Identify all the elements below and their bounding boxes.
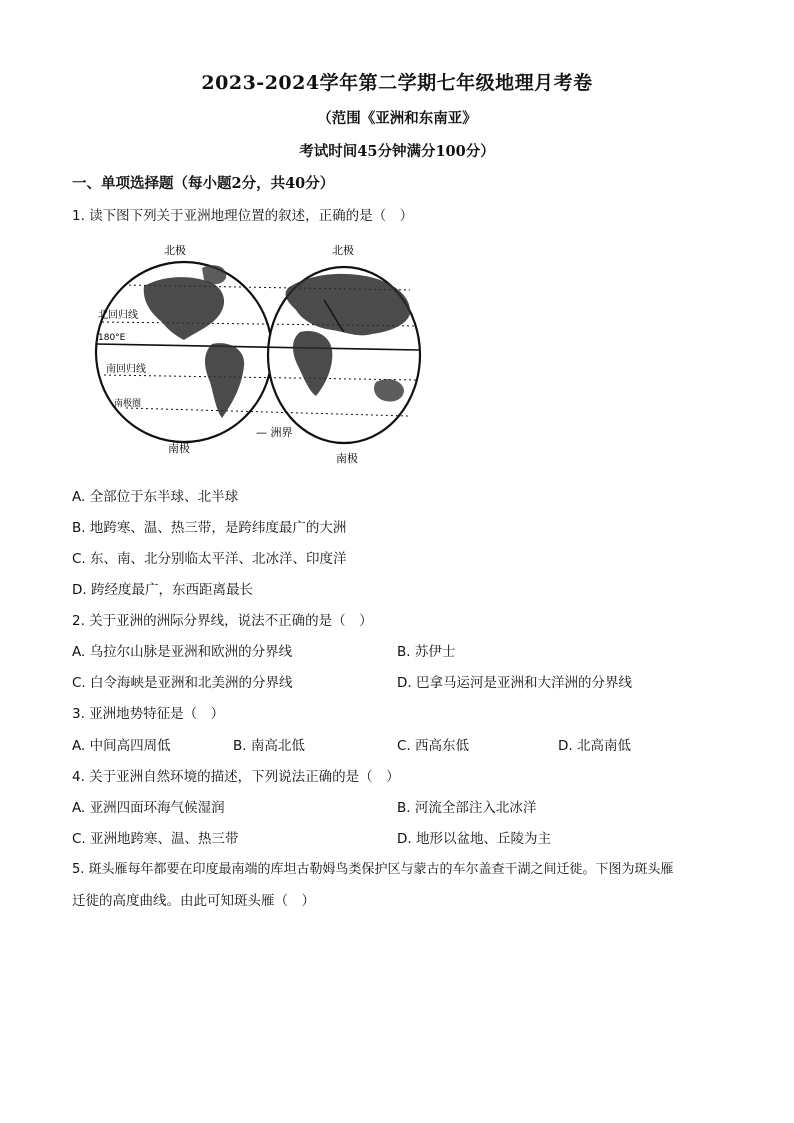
q3-option-d: D. 北高南低 [558,738,631,754]
map-label-longitude: 180°E [98,333,126,343]
q3-option-b: B. 南高北低 [233,738,305,754]
q3-stem: 3. 亚洲地势特征是（ ） [72,706,225,722]
q5-stem-line2: 迁徙的高度曲线。由此可知斑头雁（ ） [72,893,315,909]
exam-time-score: 考试时间45分钟满分100分） [299,143,495,160]
map-label-tropic-cancer: 北回归线 [98,310,138,321]
q1-option-a: A. 全部位于东半球、北半球 [72,489,239,505]
q4-option-b: B. 河流全部注入北冰洋 [397,800,537,816]
q2-stem: 2. 关于亚洲的洲际分界线，说法不正确的是（ ） [72,613,373,629]
q4-stem: 4. 关于亚洲自然环境的描述，下列说法正确的是（ ） [72,769,400,785]
q3-option-c: C. 西高东低 [397,738,470,754]
q1-stem: 1. 读下图下列关于亚洲地理位置的叙述，正确的是（ ） [72,208,414,224]
q1-option-b: B. 地跨寒、温、热三带，是跨纬度最广的大洲 [72,520,347,536]
map-label-north-pole-west: 北极 [164,244,186,257]
map-label-legend: — 洲界 [256,426,293,439]
q5-stem-line1: 5. 斑头雁每年都要在印度最南端的库坦古勒姆鸟类保护区与蒙古的车尔盖查干湖之间迁徙。下图为斑头雁 [72,862,674,877]
q2-option-b: B. 苏伊士 [397,644,456,660]
q4-option-c: C. 亚洲地跨寒、温、热三带 [72,831,239,847]
q1-option-c: C. 东、南、北分别临太平洋、北冰洋、印度洋 [72,551,347,567]
map-label-antarctic-circle: 南极圈 [114,399,142,409]
q2-option-d: D. 巴拿马运河是亚洲和大洋洲的分界线 [397,675,632,691]
q4-option-a: A. 亚洲四面环海气候湿润 [72,800,225,816]
q4-option-d: D. 地形以盆地、丘陵为主 [397,831,551,847]
map-label-south-pole-east: 南极 [336,452,358,465]
q2-option-c: C. 白令海峡是亚洲和北美洲的分界线 [72,675,293,691]
q2-option-a: A. 乌拉尔山脉是亚洲和欧洲的分界线 [72,644,293,660]
map-label-north-pole-east: 北极 [332,244,354,257]
map-label-tropic-capricorn: 南回归线 [106,364,146,375]
hemisphere-map [92,240,428,468]
exam-title: 2023-2024学年第二学期七年级地理月考卷 [201,72,593,94]
q3-option-a: A. 中间高四周低 [72,738,171,754]
section-heading: 一、单项选择题（每小题2分，共40分） [72,175,335,192]
exam-scope: （范围《亚洲和东南亚》 [317,110,477,127]
q1-option-d: D. 跨经度最广，东西距离最长 [72,582,253,598]
map-label-south-pole-west: 南极 [168,442,190,455]
